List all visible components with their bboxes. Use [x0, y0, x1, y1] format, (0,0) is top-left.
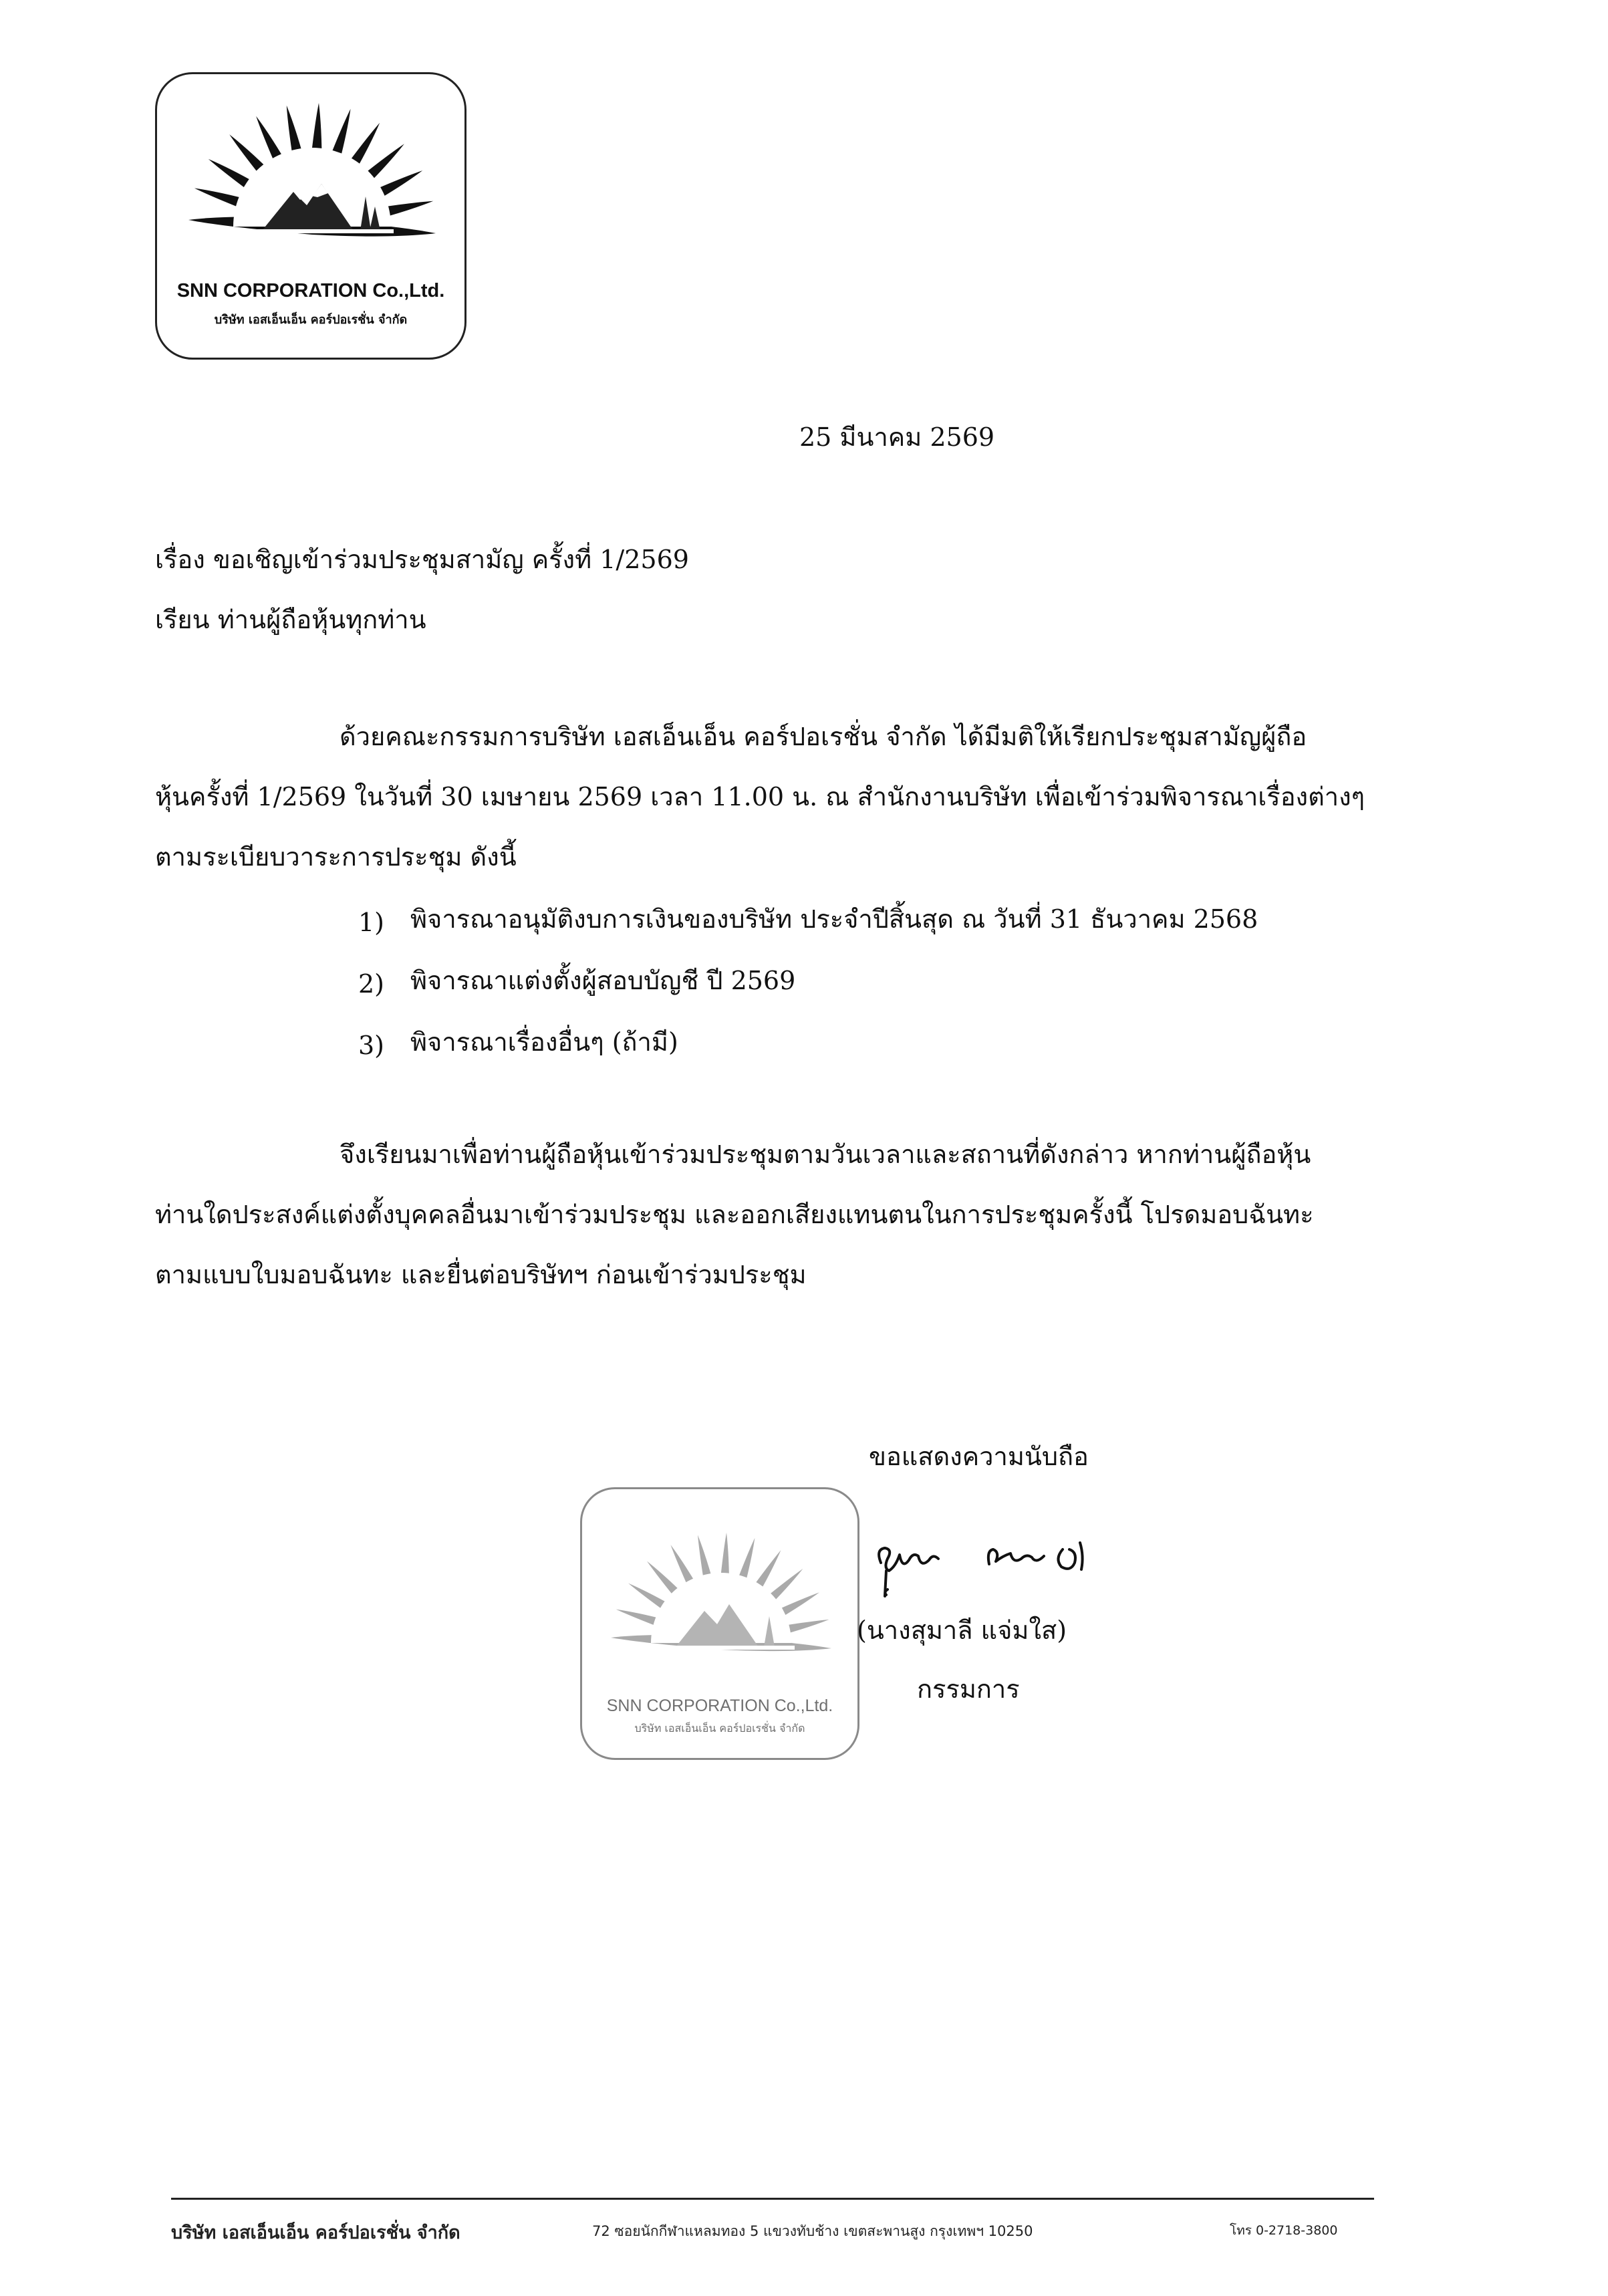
body-paragraph2-line2: ท่านใดประสงค์แต่งตั้งบุคคลอื่นมาเข้าร่วมประชุม และออกเสียงแทนตนในการประชุมครั้งนี้ โปรดมอบฉันทะ — [155, 1200, 1314, 1229]
body-paragraph2-line1: จึงเรียนมาเพื่อท่านผู้ถือหุ้นเข้าร่วมประชุมตามวันเวลาและสถานที่ดังกล่าว หากท่านผู้ถือหุ้น — [340, 1140, 1311, 1169]
signer-title: กรรมการ — [917, 1674, 1020, 1704]
footer-divider — [171, 2198, 1374, 2200]
handwritten-signature — [869, 1529, 1109, 1603]
footer-address: 72 ซอยนักกีฬาแหลมทอง 5 แขวงทับช้าง เขตสะพานสูง กรุงเทพฯ 10250 — [592, 2223, 1033, 2239]
company-logo — [155, 72, 466, 360]
stamp-emblem-icon — [582, 1489, 857, 1690]
logo-company-name-th: บริษัท เอสเอ็นเอ็น คอร์ปอเรชั่น จำกัด — [214, 313, 408, 327]
sun-mountain-emblem-icon — [157, 74, 464, 275]
letter-closing: ขอแสดงความนับถือ — [869, 1442, 1089, 1471]
body-paragraph2-line3: ตามแบบใบมอบฉันทะ และยื่นต่อบริษัทฯ ก่อนเข้าร่วมประชุม — [155, 1260, 807, 1289]
agenda-item-text: พิจารณาแต่งตั้งผู้สอบบัญชี ปี 2569 — [410, 966, 796, 995]
body-paragraph1-line2: หุ้นครั้งที่ 1/2569 ในวันที่ 30 เมษายน 2569 เวลา 11.00 น. ณ สำนักงานบริษัท เพื่อเข้าร่วมพิจารณาเรื่องต่างๆ — [155, 782, 1365, 811]
logo-company-name-en: SNN CORPORATION Co.,Ltd. — [176, 280, 445, 301]
footer-phone: โทร 0-2718-3800 — [1230, 2223, 1338, 2238]
agenda-item-text: พิจารณาเรื่องอื่นๆ (ถ้ามี) — [410, 1027, 678, 1057]
agenda-item-text: พิจารณาอนุมัติงบการเงินของบริษัท ประจำปีสิ้นสุด ณ วันที่ 31 ธันวาคม 2568 — [410, 904, 1258, 934]
footer-company-name: บริษัท เอสเอ็นเอ็น คอร์ปอเรชั่น จำกัด — [171, 2222, 460, 2243]
agenda-item-number: 1) — [358, 908, 385, 937]
letter-date: 25 มีนาคม 2569 — [799, 422, 995, 452]
agenda-item-number: 3) — [358, 1031, 385, 1060]
body-paragraph1-line3: ตามระเบียบวาระการประชุม ดังนี้ — [155, 842, 517, 872]
letter-salutation: เรียน ท่านผู้ถือหุ้นทุกท่าน — [155, 605, 426, 634]
signer-name: (นางสุมาลี แจ่มใส) — [857, 1616, 1067, 1645]
stamp-company-name-en: SNN CORPORATION Co.,Ltd. — [606, 1696, 833, 1715]
company-stamp — [580, 1487, 859, 1760]
stamp-company-name-th: บริษัท เอสเอ็นเอ็น คอร์ปอเรชั่น จำกัด — [634, 1722, 805, 1735]
body-paragraph1-line1: ด้วยคณะกรรมการบริษัท เอสเอ็นเอ็น คอร์ปอเรชั่น จำกัด ได้มีมติให้เรียกประชุมสามัญผู้ถือ — [340, 722, 1307, 751]
letter-subject: เรื่อง ขอเชิญเข้าร่วมประชุมสามัญ ครั้งที่ 1/2569 — [155, 545, 689, 574]
agenda-item-number: 2) — [358, 969, 385, 999]
